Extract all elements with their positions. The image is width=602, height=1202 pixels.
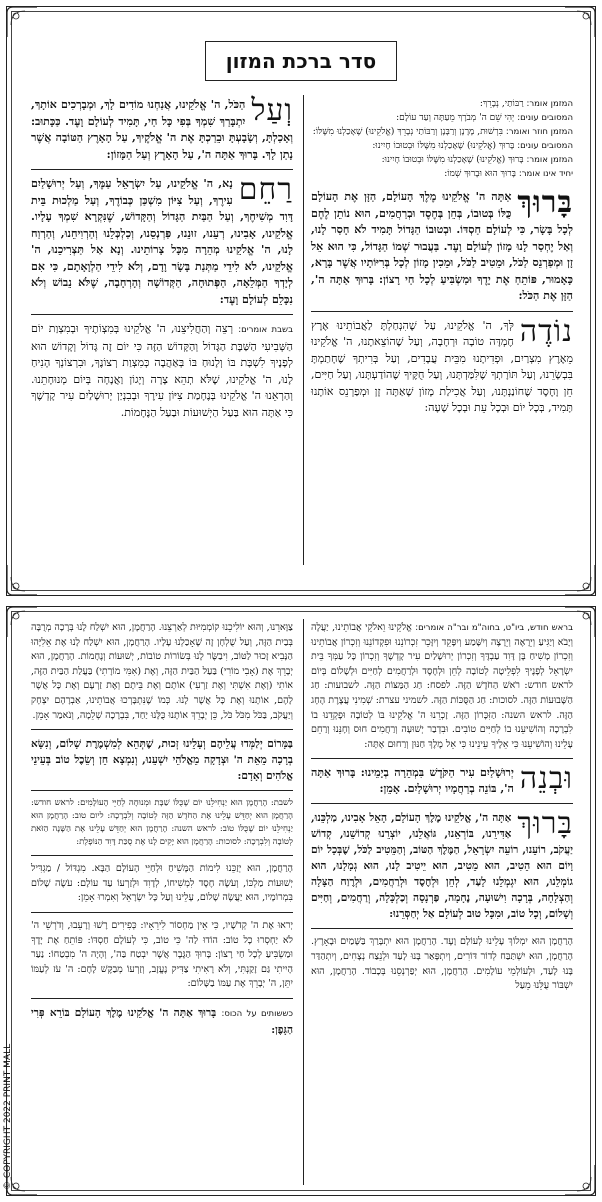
baruch-heading: בָּרוּךְ (517, 185, 573, 220)
ornament-corner-icon (563, 563, 597, 597)
ornament-corner-icon (563, 5, 597, 39)
separator (31, 314, 293, 315)
separator (31, 169, 293, 170)
copyright-notice: © COPYRIGHT 2022 PRINT MALL (3, 1043, 13, 1190)
bottom-left-column (31, 621, 293, 1044)
separator (311, 758, 573, 759)
separator (31, 855, 293, 856)
harachaman-cont-paragraph: צַוָּארֵנוּ, וְהוּא יוֹלִיכֵנוּ קוֹמְמִיּוּת לְאַרְצֵנוּ. הָרַחֲמָן, הוּא יִשְׁלַח לָנוּ בְּרָכָה מְרֻבָּה בְּבַיִת הַזֶּה, וְעַל שֻׁלְחָן זֶה שֶׁאָכַלְנוּ עָלָיו. הָרַחֲמָן, הוּא יִשְׁלַח לָנוּ אֶת אֵלִיָּהוּ הַנָּבִיא זָכוּר לַטּוֹב, וִיבַשֶּׂר לָנוּ בְּשׂוֹרוֹת טוֹבוֹת, יְשׁוּעוֹת וְנֶחָמוֹת. הָרַחֲמָן, הוּא יְבָרֵךְ אֶת (אָבִי מוֹרִי) בַּעַל הַבַּיִת הַזֶּה, וְאֶת (אִמִּי מוֹרָתִי) בַּעֲלַת הַבַּיִת הַזֶּה, אוֹתִי (וְאֶת אִשְׁתִּי וְאֶת זַרְעִי) אוֹתָם וְאֶת בֵּיתָם וְאֶת זַרְעָם וְאֶת כָּל אֲשֶׁר לָהֶם, אוֹתָנוּ וְאֶת כָּל אֲשֶׁר לָנוּ. כְּמוֹ שֶׁנִּתְבָּרְכוּ אֲבוֹתֵינוּ, אַבְרָהָם יִצְחָק וְיַעֲקֹב, בַּכֹּל מִכֹּל כֹּל, כֵּן יְבָרֵךְ אוֹתָנוּ כֻּלָּנוּ יַחַד, בִּבְרָכָה שְׁלֵמָה, וְנֹאמַר אָמֵן. (31, 622, 293, 721)
ornament-corner-icon (563, 1163, 597, 1197)
harachaman-paragraph: הָרַחֲמָן הוּא יִמְלוֹךְ עָלֵינוּ לְעוֹלָם וָעֶד. הָרַחֲמָן הוּא יִתְבָּרַךְ בַּשָּׁמַיִם וּבָאָרֶץ. הָרַחֲמָן, הוּא יִשְׁתַּבַּח לְדוֹר דּוֹרִים, וְיִתְפָּאַר בָּנוּ לָעַד וּלְנֵצַח נְצָחִים, וְיִתְהַדַּר בָּנוּ לָעַד, וּלְעוֹלְמֵי עוֹלָמִים. הָרַחֲמָן, הוּא יְפַרְנְסֵנוּ בְּכָבוֹד. הָרַחֲמָן, הוּא יִשְׁבּוֹר עֻלֵּנוּ מֵעַל (311, 936, 573, 992)
baruch2-paragraph: בָּרוּךְ אַתָּה ה', אֱלֹקֵינוּ מֶלֶךְ הָעוֹלָם, הָאֵל אָבִינוּ, מַלְכֵּנוּ, אַדִּירֵנוּ, בּוֹרְאֵנוּ, גּוֹאֲלֵנוּ, יוֹצְרֵנוּ קְדוֹשֵׁנוּ, קְדוֹשׁ יַעֲקֹב, רוֹעֵנוּ, רוֹעֵה יִשְׂרָאֵל, הַמֶּלֶךְ הַטּוֹב, וְהַמֵּטִיב לַכֹּל, שֶׁבְּכָל יוֹם וָיוֹם הוּא הֵטִיב, הוּא מֵטִיב, הוּא יֵיטִיב לָנוּ, הוּא גְמָלָנוּ, הוּא גוֹמְלֵנוּ, הוּא יִגְמְלֵנוּ לָעַד, לְחֵן וּלְחֶסֶד וּלְרַחֲמִים, וּלְרֶוַח הַצָּלָה וְהַצְלָחָה, בְּרָכָה וִישׁוּעָה, נֶחָמָה, פַּרְנָסָה וְכַלְכָּלָה, וְרַחֲמִים, וְחַיִּים וְשָׁלוֹם, וְכָל טוֹב, וּמִכָּל טוּב לְעוֹלָם אַל יְחַסְּרֵנוּ: (311, 806, 573, 921)
vaal-heading: וְעַל (251, 93, 293, 128)
yezakenu-paragraph: הָרַחֲמָן, הוּא יְזַכֵּנוּ לִימוֹת הַמָּשִׁיחַ וּלְחַיֵּי הָעוֹלָם הַבָּא. מִגְדּוֹל / מַגְדִּיל יְשׁוּעוֹת מַלְכּוֹ, וְעֹשֶׂה חֶסֶד לִמְשִׁיחוֹ, לְדָוִד וּלְזַרְעוֹ עַד עוֹלָם: עֹשֶׂה שָׁלוֹם בִּמְרוֹמָיו, הוּא יַעֲשֶׂה שָׁלוֹם, עָלֵינוּ וְעַל כָּל יִשְׂרָאֵל וְאִמְרוּ אָמֵן: (31, 863, 293, 904)
separator (31, 912, 293, 913)
holiday-paragraph: לשבת: הָרַחֲמָן הוּא יַנְחִילֵנוּ יוֹם שֶׁכֻּלּוֹ שַׁבָּת וּמְנוּחָה לְחַיֵּי הָעוֹלָמִים: לראש חודש: הָרַחֲמָן הוּא יְחַדֵּשׁ עָלֵינוּ אֶת הַחֹדֶשׁ הַזֶּה לְטוֹבָה וְלִבְרָכָה: ליום טוב: הָרַחֲמָן הוּא יַנְחִילֵנוּ יוֹם שֶׁכֻּלּוֹ טוֹב: לראש השנה: הָרַחֲמָן הוּא יְחַדֵּשׁ עָלֵינוּ אֶת הַשָּׁנָה הַזֹּאת לְטוֹבָה וְלִבְרָכָה: לסוכות: הָרַחֲמָן הוּא יָקִים לָנוּ אֶת סֻכַּת דָּוִד הַנּוֹפָלֶת: (31, 798, 293, 848)
page-title: סדר ברכת המזון (225, 49, 377, 73)
baruch2-heading: בָּרוּךְ (517, 806, 573, 842)
zimun-line: המזמן חוזר ואומר: בִּרְשׁוּת, מָרָנָן וְרַבָּנָן וְרַבּוֹתַי נְבָרֵךְ (אֱלֹקֵינוּ) שֶׁאָכַלְנוּ מִשֶּׁלּוֹ: (312, 127, 573, 137)
nodeh-paragraph: נוֹדֶה לְּךָ, ה' אֱלֹקֵינוּ, עַל שֶׁהִנְחַלְתָּ לַאֲבוֹתֵינוּ אֶרֶץ חֶמְדָּה טוֹבָה וּרְחָבָה, וְעַל שֶׁהוֹצֵאתָנוּ, ה' אֱלֹקֵינוּ מֵאֶרֶץ מִצְרַיִם, וּפְדִיתָנוּ מִבֵּית עֲבָדִים, וְעַל בְּרִיתְךָ שֶׁחָתַמְתָּ בִּבְשָׂרֵנוּ, וְעַל תּוֹרָתְךָ שֶׁלִּמַּדְתָּנוּ, וְעַל חֻקֶּיךָ שֶׁהוֹדַעְתָּנוּ, וְעַל חַיִּים, חֵן וָחֶסֶד שֶׁחוֹנַנְתָּנוּ, וְעַל אֲכִילַת מָזוֹן שָׁאַתָּה זָן וּמְפַרְנֵס אוֹתָנוּ תָּמִיד, בְּכָל יוֹם וּבְכָל עֵת וּבְכָל שָׁעָה: (311, 313, 573, 414)
rachem-paragraph: רַחֵם נָא, ה' אֱלֹקֵינוּ, עַל יִשְׂרָאֵל עַמֶּךָ, וְעַל יְרוּשָׁלַיִם עִירֶךָ, וְעַל צִיּוֹן מִשְׁכַּן כְּבוֹדֶךָ, וְעַל מַלְכוּת בֵּית דָּוִד מְשִׁיחֶךָ, וְעַל הַבַּיִת הַגָּדוֹל וְהַקָּדוֹשׁ, שֶׁנִּקְרָא שִׁמְךָ עָלָיו. אֱלֹקֵינוּ, אָבִינוּ, רְעֵנוּ, זוּנֵנוּ, פַּרְנְסֵנוּ, וְכַלְכְּלֵנוּ וְהַרְוִיחֵנוּ, וְהַרְוַח לָנוּ, ה' אֱלֹקֵינוּ מְהֵרָה מִכָּל צָרוֹתֵינוּ. וְנָא אַל תַּצְרִיכֵנוּ, ה' אֱלֹקֵינוּ, לֹא לִידֵי מַתְּנַת בָּשָׂר וָדָם, וְלֹא לִידֵי הַלְוָאָתָם, כִּי אִם לְיָדְךָ הַמְּלֵאָה, הַפְּתוּחָה, הַקְּדוֹשָׁה וְהָרְחָבָה, שֶׁלֹּא נֵבוֹשׁ וְלֹא נִכָּלֵם לְעוֹלָם וָעֶד: (31, 172, 293, 306)
bamarom-paragraph: בַּמָּרוֹם יְלַמְּדוּ עֲלֵיהֶם וְעָלֵינוּ זְכוּת, שֶׁתְּהֵא לְמִשְׁמֶרֶת שָׁלוֹם, וְנִשָּׂא בְרָכָה מֵאֵת ה' וּצְדָקָה מֵאֱלֹהֵי יִשְׁעֵנוּ, וְנִמְצָא חֵן וְשֵׂכֶל טוֹב בְּעֵינֵי אֱלֹהִים וְאָדָם: (31, 738, 293, 783)
title-box (205, 41, 397, 81)
zimun-line: המסובים עונים: יְהִי שֵׁם ה' מְבֹרָךְ מֵעַתָּה וְעַד עוֹלָם: (396, 113, 573, 123)
yiru-paragraph: יְראוּ אֶת ה' קְדֹשָׁיו, כִּי אֵין מַחְסוֹר לִירֵאָיו: כְּפִירִים רָשׁוּ וְרָעֵבוּ, וְדֹרְשֵׁי ה' לֹא יַחְסְרוּ כָל טוֹב: הוֹדוּ לַה' כִּי טוֹב, כִּי לְעוֹלָם חַסְדּוֹ: פּוֹתֵחַ אֶת יָדֶךָ וּמַשְׂבִּיעַ לְכָל חַי רָצוֹן: בָּרוּךְ הַגֶּבֶר אֲשֶׁר יִבְטַח בַּה', וְהָיָה ה' מִבְטַחוֹ: נַעַר הָיִיתִי גַּם זָקַנְתִּי, וְלֹא רָאִיתִי צַדִּיק נֶעֱזָב, וְזַרְעוֹ מְבַקֶּשׁ לָחֶם: ה' עֹז לְעַמּוֹ יִתֵּן, ה' יְבָרֵךְ אֶת עַמּוֹ בַשָּׁלוֹם: (31, 919, 293, 990)
separator (31, 790, 293, 791)
baruch-paragraph: בָּרוּךְ אַתָּה ה' אֱלֹקֵינוּ מֶלֶךְ הָעוֹלָם, הַזָּן אֶת הָעוֹלָם כֻּלּוֹ בְּטוּבוֹ, בְּחֵן בְּחֶסֶד וּבְרַחֲמִים, הוּא נוֹתֵן לֶחֶם לְכָל בָּשָׂר, כִּי לְעוֹלָם חַסְדּוֹ. וּבְטוּבוֹ הַגָּדוֹל תָּמִיד לֹא חָסַר לָנוּ, וְאַל יֶחְסַר לָנוּ מָזוֹן לְעוֹלָם וָעֶד. בַּעֲבוּר שְׁמוֹ הַגָּדוֹל, כִּי הוּא אֵל זָן וּמְפַרְנֵס לַכֹּל, וּמֵטִיב לַכֹּל, וּמֵכִין מָזוֹן לְכָל בְּרִיּוֹתָיו אֲשֶׁר בָּרָא, כָּאָמוּר, פּוֹתֵחַ אֶת יָדֶךָ וּמַשְׂבִּיעַ לְכָל חַי רָצוֹן: בָּרוּךְ אַתָּה ה', הַזָּן אֶת הַכֹּל: (311, 185, 573, 302)
rachem-heading: רַחֵם (238, 172, 293, 207)
zimun-line: המזמן אומר: רַבּוֹתַי, נְבָרֵךְ: (479, 99, 573, 109)
top-panel (6, 6, 596, 596)
yaaleh-paragraph: בראש חודש, ביו"ט, בחוה"מ ובר"ה אומרים: אֱלֹקֵינוּ וֵאלֹקֵי אֲבוֹתֵינוּ, יַעֲלֶה וְיָבֹא וְיַגִּיעַ וְיֵרָאֶה וְיֵרָצֶה וְיִשָּׁמַע וְיִפָּקֵד וְיִזָּכֵר זִכְרוֹנֵנוּ וּפִקְדוֹנֵנוּ וְזִכְרוֹן אֲבוֹתֵינוּ וְזִכְרוֹן מָשִׁיחַ בֶּן דָּוִד עַבְדֶּךָ וְזִכְרוֹן יְרוּשָׁלַיִם עִיר קָדְשֶׁךָ וְזִכְרוֹן כָּל עַמְּךָ בֵּית יִשְׂרָאֵל לְפָנֶיךָ לִפְלֵיטָה לְטוֹבָה לְחֵן וּלְחֶסֶד וּלְרַחֲמִים לְחַיִּים וּלְשָׁלוֹם בְּיוֹם לראש חודש: רֹאשׁ הַחֹדֶשׁ הַזֶּה. לפסח: חַג הַמַּצּוֹת הַזֶּה. לשבועות: חַג הַשָּׁבוּעוֹת הַזֶּה. לסוכות: חַג הַסֻּכּוֹת הַזֶּה. לשמיני עצרת: שְׁמִינִי עֲצֶרֶת הֶחָג הַזֶּה. לראש השנה: הַזִּכָּרוֹן הַזֶּה. זָכְרֵנוּ ה' אֱלֹקֵינוּ בּוֹ לְטוֹבָה וּפָקְדֵנוּ בוֹ לִבְרָכָה וְהוֹשִׁיעֵנוּ בוֹ לְחַיִּים טוֹבִים. וּבִדְבַר יְשׁוּעָה וְרַחֲמִים חוּס וְחָנֵּנוּ וְרַחֵם עָלֵינוּ וְהוֹשִׁיעֵנוּ כִּי אֵלֶיךָ עֵינֵינוּ כִּי אֵל מֶלֶךְ חַנּוּן וְרַחוּם אָתָּה: (311, 622, 573, 750)
zimun-line: המסובים עונים: בָּרוּךְ (אֱלֹקֵינוּ) שֶׁאָכַלְנוּ מִשֶּׁלּוֹ וּבְטוּבוֹ חָיִינוּ: (372, 141, 573, 151)
vaal-paragraph: וְעַל הַכֹּל, ה' אֱלֹקֵינוּ, אֲנַחְנוּ מוֹדִים לָךְ, וּמְבָרְכִים אוֹתָךְ, יִתְבָּרַךְ שִׁמְךָ בְּפִי כָּל חַי, תָּמִיד לְעוֹלָם וָעֶד. כַּכָּתוּב: וְאָכַלְתָּ, וְשָׂבָעְתָּ וּבֵרַכְתָּ אֶת ה' אֱלֹקֶיךָ, עַל הָאָרֶץ הַטּוֹבָה אֲשֶׁר נָתַן לָךְ. בָּרוּךְ אַתָּה ה', עַל הָאָרֶץ וְעַל הַמָּזוֹן: (31, 93, 293, 161)
wine-paragraph: כששותים על הכוס: בָּרוּךְ אַתָּה ה' אֱלֹקֵינוּ מֶלֶךְ הָעוֹלָם בּוֹרֵא פְּרִי הַגָּפֶן: (31, 1006, 293, 1036)
bottom-right-column (311, 621, 573, 1000)
column-divider (303, 619, 304, 1185)
separator (311, 311, 573, 312)
zimun-line: המזמן אומר: בָּרוּךְ (אֱלֹקֵינוּ) שֶׁאָכַלְנוּ מִשֶּׁלּוֹ וּבְטוּבוֹ חָיִינוּ: (381, 155, 573, 165)
separator (31, 998, 293, 999)
separator (31, 729, 293, 730)
bottom-panel (6, 606, 596, 1196)
separator (311, 928, 573, 929)
uvneh-heading: וּבְנֵה (519, 761, 573, 797)
zimun-line: יחיד אינו אומר: בָּרוּךְ הוּא וּבָרוּךְ שְׁמוֹ: (444, 169, 573, 179)
top-left-column (31, 93, 293, 427)
nodeh-heading: נוֹדֶה (519, 313, 573, 349)
separator (311, 803, 573, 804)
zimun-block (311, 97, 573, 181)
shabbat-paragraph: בשבת אומרים: רְצֵה וְהַחֲלִיצֵנוּ, ה' אֱלֹקֵינוּ בְּמִצְוֹתֶיךָ וּבְמִצְוַת יוֹם הַשְּׁבִיעִי הַשַּׁבָּת הַגָּדוֹל וְהַקָּדוֹשׁ הַזֶּה כִּי יוֹם זֶה גָּדוֹל וְקָדוֹשׁ הוּא לְפָנֶיךָ לִשְׁבָּת בּוֹ וְלָנוּחַ בּוֹ בְּאַהֲבָה כְּמִצְוַת רְצוֹנֶךָ, וּבִרְצוֹנְךָ הָנִיחַ לָנוּ, ה' אֱלֹקֵינוּ, שֶׁלֹּא תְהֵא צָרָה וְיָגוֹן וַאֲנָחָה בְּיוֹם מְנוּחָתֵנוּ. וְהַרְאֵנוּ ה' אֱלֹקֵינוּ בְּנֶחָמַת צִיּוֹן עִירֶךָ וּבְבִנְיַן יְרוּשָׁלַיִם עִיר קָדְשֶׁךָ כִּי אַתָּה הוּא בַּעַל הַיְשׁוּעוֹת וּבַעַל הַנֶּחָמוֹת. (31, 322, 293, 419)
ornament-corner-icon (5, 563, 39, 597)
uvneh-paragraph: וּבְנֵה יְרוּשָׁלַיִם עִיר הַקֹּדֶשׁ בִּמְהֵרָה בְיָמֵינוּ: בָּרוּךְ אַתָּה ה', בּוֹנֵה בְרַחֲמָיו יְרוּשָׁלַיִם. אָמֵן: (311, 761, 573, 797)
ornament-corner-icon (5, 5, 39, 39)
top-right-column (311, 97, 573, 423)
column-divider (303, 95, 304, 565)
